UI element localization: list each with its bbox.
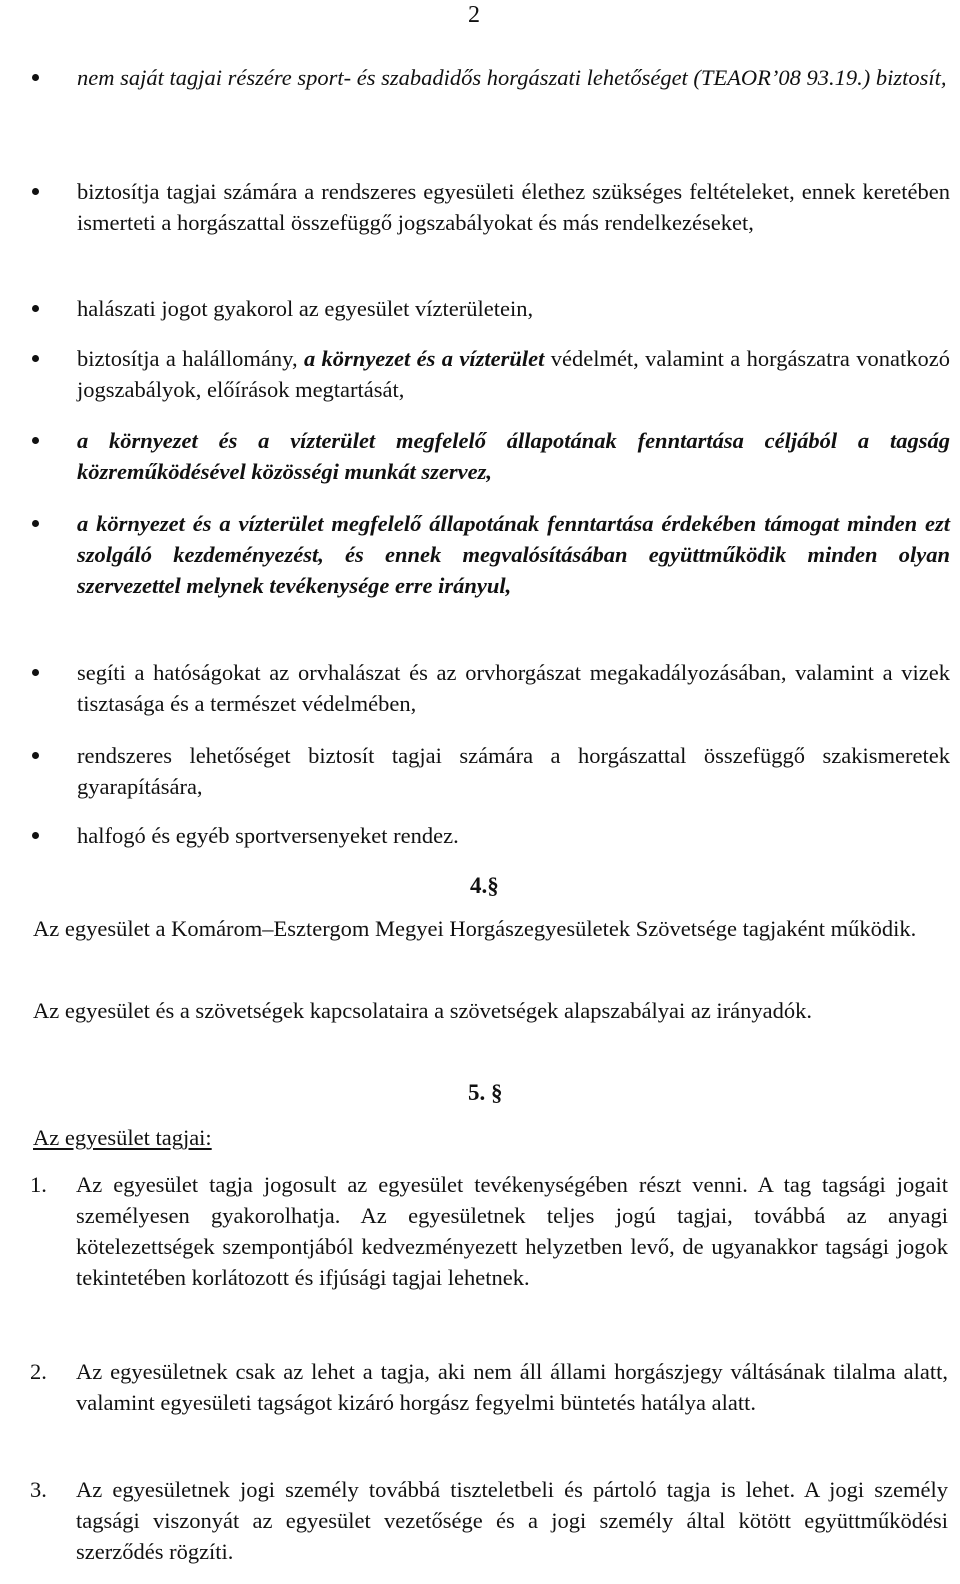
bullet-icon (32, 437, 39, 444)
bullet-text-segment: halászati jogot gyakorol az egyesület vízterületein, (77, 296, 534, 321)
members-subheading: Az egyesület tagjai: (33, 1125, 212, 1150)
bullet-icon (32, 832, 39, 839)
bullet-text (77, 657, 950, 719)
bullet-icon (32, 669, 39, 676)
bullet-text-segment: rendszeres lehetőséget biztosít tagjai számára a horgászattal összefüggő szakismeretek gyarapítására, (77, 743, 950, 799)
bullet-icon (32, 74, 39, 81)
bullet-text-segment: a környezet és a vízterület megfelelő állapotának fenntartása céljából a tagság közreműködésével közösségi munkát szervez, (77, 428, 950, 484)
section-4-heading: 4.§ (470, 873, 499, 898)
bullet-icon (32, 305, 39, 312)
bullet-text (77, 820, 950, 851)
item-number: 1. (30, 1172, 47, 1197)
section-5-heading: 5. § (468, 1080, 503, 1105)
section-4-paragraph: Az egyesület a Komárom–Esztergom Megyei Horgászegyesületek Szövetsége tagjaként működik. (33, 916, 917, 941)
bullet-text-segment: segíti a hatóságokat az orvhalászat és az orvhorgászat megakadályozásában, valamint a vizek tisztasága és a természet védelmében, (77, 660, 950, 716)
bullet-text-segment: a környezet és a vízterület megfelelő állapotának fenntartása érdekében támogat minden ezt szolgáló kezdeményezést, és ennek megvalósításában együttműködik minden olyan szervezettel melynek tevékenysége erre irányul, (77, 511, 950, 598)
bullet-icon (32, 355, 39, 362)
bullet-text (77, 740, 950, 802)
bullet-text-segment: védelmét, valamint a horgászatra vonatkozó jogszabályok, előírások megtartását, (77, 346, 950, 402)
item-text: Az egyesületnek csak az lehet a tagja, aki nem áll állami horgászjegy váltásának tilalma alatt, valamint egyesületi tagságot kizáró horgász fegyelmi büntetés hatálya alatt. (76, 1359, 948, 1415)
item-number: 2. (30, 1359, 47, 1384)
bullet-text-segment: nem saját tagjai részére sport- és szabadidős horgászati lehetőséget (TEAOR’08 93.19.) biztosít, (77, 65, 947, 90)
bullet-text (77, 343, 950, 405)
item-text: Az egyesületnek jogi személy továbbá tiszteletbeli és pártoló tagja is lehet. A jogi személy tagsági viszonyát az egyesület vezetősége és a jogi személy által kötött együttműködési szerződés rögzíti. (76, 1477, 948, 1564)
item-number: 3. (30, 1477, 47, 1502)
bullet-icon (32, 752, 39, 759)
bullet-text (77, 176, 950, 238)
section-4-paragraph: Az egyesület és a szövetségek kapcsolataira a szövetségek alapszabályai az irányadók. (33, 998, 813, 1023)
bullet-text-segment: biztosítja tagjai számára a rendszeres egyesületi élethez szükséges feltételeket, ennek keretében ismerteti a horgászattal összefüggő jogszabályokat és más rendelkezéseket, (77, 179, 950, 235)
bullet-text-segment: biztosítja a halállomány, (77, 346, 304, 371)
bullet-text (77, 508, 950, 601)
bullet-text-segment: halfogó és egyéb sportversenyeket rendez. (77, 823, 459, 848)
bullet-icon (32, 520, 39, 527)
bullet-text (77, 425, 950, 487)
page-number: 2 (468, 2, 480, 28)
bullet-icon (32, 188, 39, 195)
bullet-text-segment: a környezet és a vízterület (303, 346, 545, 371)
bullet-text (77, 293, 950, 324)
item-text: Az egyesület tagja jogosult az egyesület tevékenységében részt venni. A tag tagsági jogait személyesen gyakorolhatja. Az egyesületnek teljes jogú tagjai, továbbá az anyagi kötelezettségek szempontjából kedvezményezett helyzetben levő, de ugyanakkor tagsági jogok tekintetében korlátozott és ifjúsági tagjai lehetnek. (76, 1172, 948, 1290)
bullet-text (77, 62, 950, 93)
